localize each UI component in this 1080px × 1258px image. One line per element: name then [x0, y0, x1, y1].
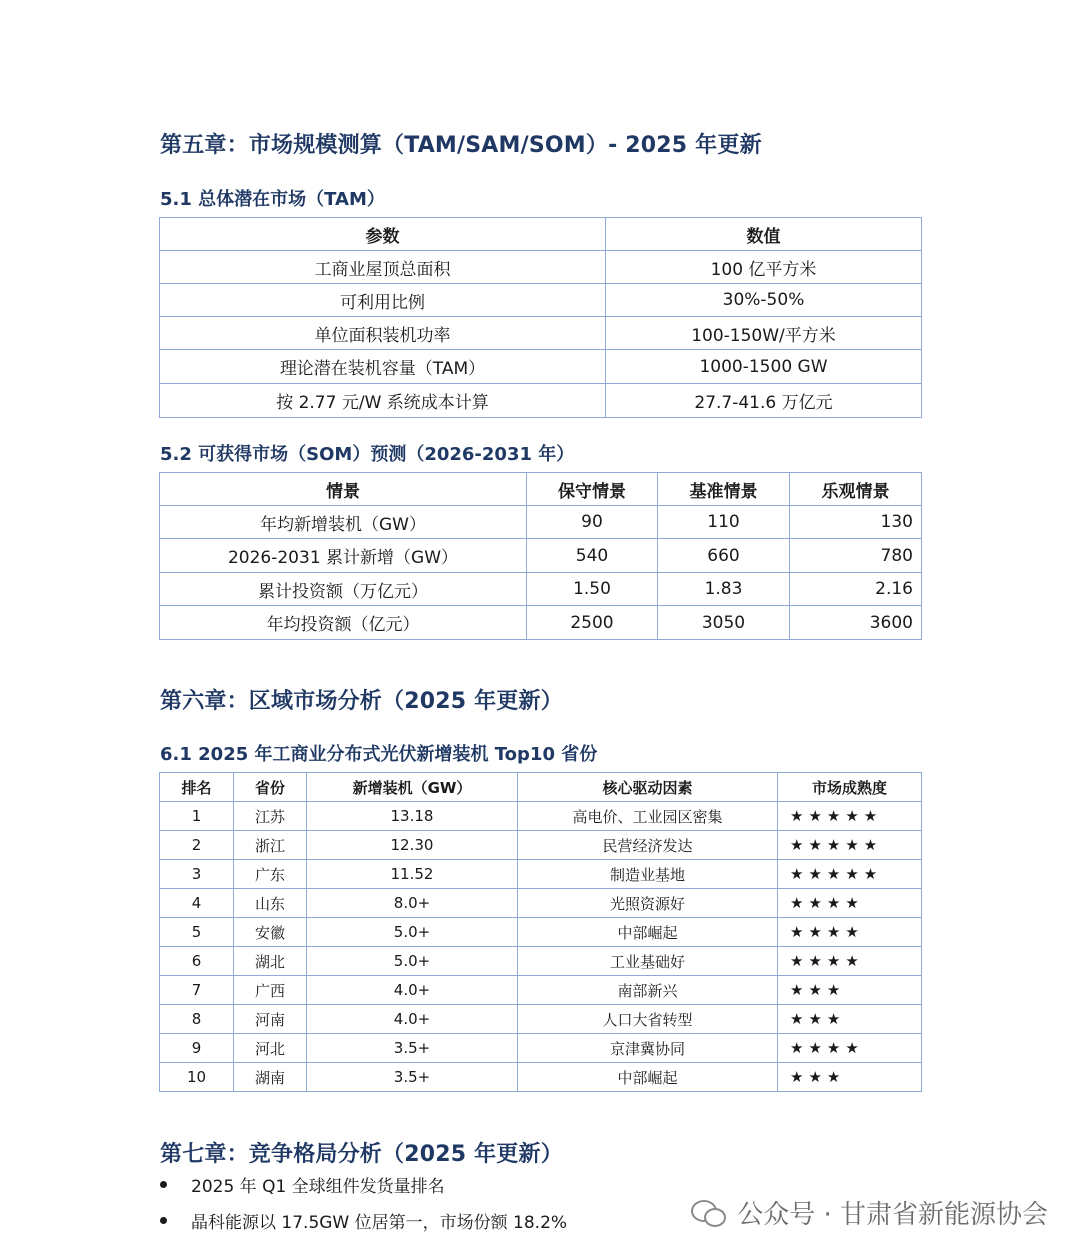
table-cell: 27.7-41.6 万亿元	[606, 384, 922, 418]
table-row	[160, 976, 922, 1005]
table-cell: 2.16	[790, 573, 922, 606]
table-header-cell: 市场成熟度	[778, 773, 922, 802]
table-row	[160, 284, 922, 317]
table-cell: 540	[527, 539, 658, 573]
table-cell: 广西	[234, 976, 307, 1005]
table-cell: 5.0+	[307, 918, 518, 947]
table-row	[160, 918, 922, 947]
table-cell: 2026-2031 累计新增（GW）	[160, 539, 527, 573]
table-cell: 湖南	[234, 1063, 307, 1092]
table-cell: 5.0+	[307, 947, 518, 976]
table-row	[160, 860, 922, 889]
maturity-rating: ★★★★	[778, 1034, 922, 1063]
table-header-cell: 新增装机（GW）	[307, 773, 518, 802]
table-row	[160, 350, 922, 384]
table-row	[160, 831, 922, 860]
table-cell: 4.0+	[307, 976, 518, 1005]
table-cell: 单位面积装机功率	[160, 317, 606, 350]
table-cell: 中部崛起	[518, 918, 778, 947]
table-header-cell: 参数	[160, 218, 606, 251]
list-item-text: 晶科能源以 17.5GW 位居第一，市场份额 18.2%	[191, 1213, 568, 1233]
table-cell: 90	[527, 506, 658, 539]
table-row	[160, 1034, 922, 1063]
table-header-cell: 排名	[160, 773, 234, 802]
table-cell: 广东	[234, 860, 307, 889]
table-cell: 7	[160, 976, 234, 1005]
table-cell: 660	[658, 539, 790, 573]
table-cell: 100 亿平方米	[606, 251, 922, 284]
table-cell: 4	[160, 889, 234, 918]
table-cell: 3.5+	[307, 1063, 518, 1092]
table-cell: 13.18	[307, 802, 518, 831]
table-row	[160, 606, 922, 640]
table-cell: 8.0+	[307, 889, 518, 918]
maturity-rating: ★★★	[778, 1005, 922, 1034]
table-header-cell: 省份	[234, 773, 307, 802]
table-row	[160, 317, 922, 350]
bullet-dot	[160, 1217, 167, 1224]
maturity-rating: ★★★★★	[778, 860, 922, 889]
tam-table	[159, 217, 922, 418]
maturity-rating: ★★★★	[778, 918, 922, 947]
table-row	[160, 573, 922, 606]
table-cell: 5	[160, 918, 234, 947]
table-cell: 3600	[790, 606, 922, 640]
top10-provinces-table	[159, 772, 922, 1092]
table-cell: 3050	[658, 606, 790, 640]
table-cell: 年均新增装机（GW）	[160, 506, 527, 539]
table-header-cell: 基准情景	[658, 473, 790, 506]
table-row	[160, 1005, 922, 1034]
table-cell: 工商业屋顶总面积	[160, 251, 606, 284]
table-row	[160, 384, 922, 418]
table-cell: 2500	[527, 606, 658, 640]
maturity-rating: ★★★	[778, 976, 922, 1005]
table-header-cell: 情景	[160, 473, 527, 506]
table-cell: 30%-50%	[606, 284, 922, 317]
table-header-cell: 保守情景	[527, 473, 658, 506]
table-cell: 河北	[234, 1034, 307, 1063]
table-cell: 1.83	[658, 573, 790, 606]
table-cell: 1	[160, 802, 234, 831]
wechat-icon	[691, 1198, 727, 1228]
table-cell: 10	[160, 1063, 234, 1092]
chapter-7-title: 第七章：竞争格局分析（2025 年更新）	[160, 1142, 563, 1167]
section-5-2-title: 5.2 可获得市场（SOM）预测（2026-2031 年）	[160, 444, 575, 465]
maturity-rating: ★★★★★	[778, 831, 922, 860]
watermark-text: 公众号 · 甘肃省新能源协会	[737, 1200, 1048, 1230]
table-cell: 2	[160, 831, 234, 860]
table-cell: 高电价、工业园区密集	[518, 802, 778, 831]
table-row	[160, 889, 922, 918]
table-cell: 制造业基地	[518, 860, 778, 889]
table-cell: 民营经济发达	[518, 831, 778, 860]
watermark	[691, 1194, 1048, 1231]
table-cell: 8	[160, 1005, 234, 1034]
list-item-text: 2025 年 Q1 全球组件发货量排名	[191, 1177, 445, 1197]
table-header-cell: 核心驱动因素	[518, 773, 778, 802]
table-row	[160, 1063, 922, 1092]
table-cell: 可利用比例	[160, 284, 606, 317]
maturity-rating: ★★★★	[778, 889, 922, 918]
table-row	[160, 539, 922, 573]
table-cell: 780	[790, 539, 922, 573]
table-cell: 光照资源好	[518, 889, 778, 918]
table-cell: 6	[160, 947, 234, 976]
table-cell: 1.50	[527, 573, 658, 606]
maturity-rating: ★★★★★	[778, 802, 922, 831]
som-table	[159, 472, 922, 640]
table-cell: 100-150W/平方米	[606, 317, 922, 350]
section-6-1-title: 6.1 2025 年工商业分布式光伏新增装机 Top10 省份	[160, 744, 598, 765]
table-cell: 京津冀协同	[518, 1034, 778, 1063]
table-cell: 河南	[234, 1005, 307, 1034]
table-row	[160, 506, 922, 539]
table-cell: 年均投资额（亿元）	[160, 606, 527, 640]
table-cell: 工业基础好	[518, 947, 778, 976]
table-header-cell: 数值	[606, 218, 922, 251]
table-cell: 浙江	[234, 831, 307, 860]
table-cell: 按 2.77 元/W 系统成本计算	[160, 384, 606, 418]
table-cell: 3.5+	[307, 1034, 518, 1063]
table-header-row	[160, 218, 922, 251]
chapter-5-title: 第五章：市场规模测算（TAM/SAM/SOM）- 2025 年更新	[160, 133, 762, 158]
table-cell: 130	[790, 506, 922, 539]
section-5-1-title: 5.1 总体潜在市场（TAM）	[160, 189, 385, 210]
table-row	[160, 802, 922, 831]
table-cell: 中部崛起	[518, 1063, 778, 1092]
table-cell: 湖北	[234, 947, 307, 976]
table-row	[160, 947, 922, 976]
table-cell: 江苏	[234, 802, 307, 831]
table-cell: 人口大省转型	[518, 1005, 778, 1034]
table-cell: 4.0+	[307, 1005, 518, 1034]
table-row	[160, 251, 922, 284]
table-header-row	[160, 773, 922, 802]
chapter-6-title: 第六章：区域市场分析（2025 年更新）	[160, 689, 563, 714]
table-cell: 安徽	[234, 918, 307, 947]
table-cell: 12.30	[307, 831, 518, 860]
bullet-dot	[160, 1181, 167, 1188]
table-cell: 山东	[234, 889, 307, 918]
table-cell: 理论潜在装机容量（TAM）	[160, 350, 606, 384]
table-cell: 南部新兴	[518, 976, 778, 1005]
table-cell: 1000-1500 GW	[606, 350, 922, 384]
table-cell: 110	[658, 506, 790, 539]
table-header-cell: 乐观情景	[790, 473, 922, 506]
table-cell: 9	[160, 1034, 234, 1063]
table-header-row	[160, 473, 922, 506]
maturity-rating: ★★★	[778, 1063, 922, 1092]
table-cell: 累计投资额（万亿元）	[160, 573, 527, 606]
maturity-rating: ★★★★	[778, 947, 922, 976]
table-cell: 11.52	[307, 860, 518, 889]
table-cell: 3	[160, 860, 234, 889]
